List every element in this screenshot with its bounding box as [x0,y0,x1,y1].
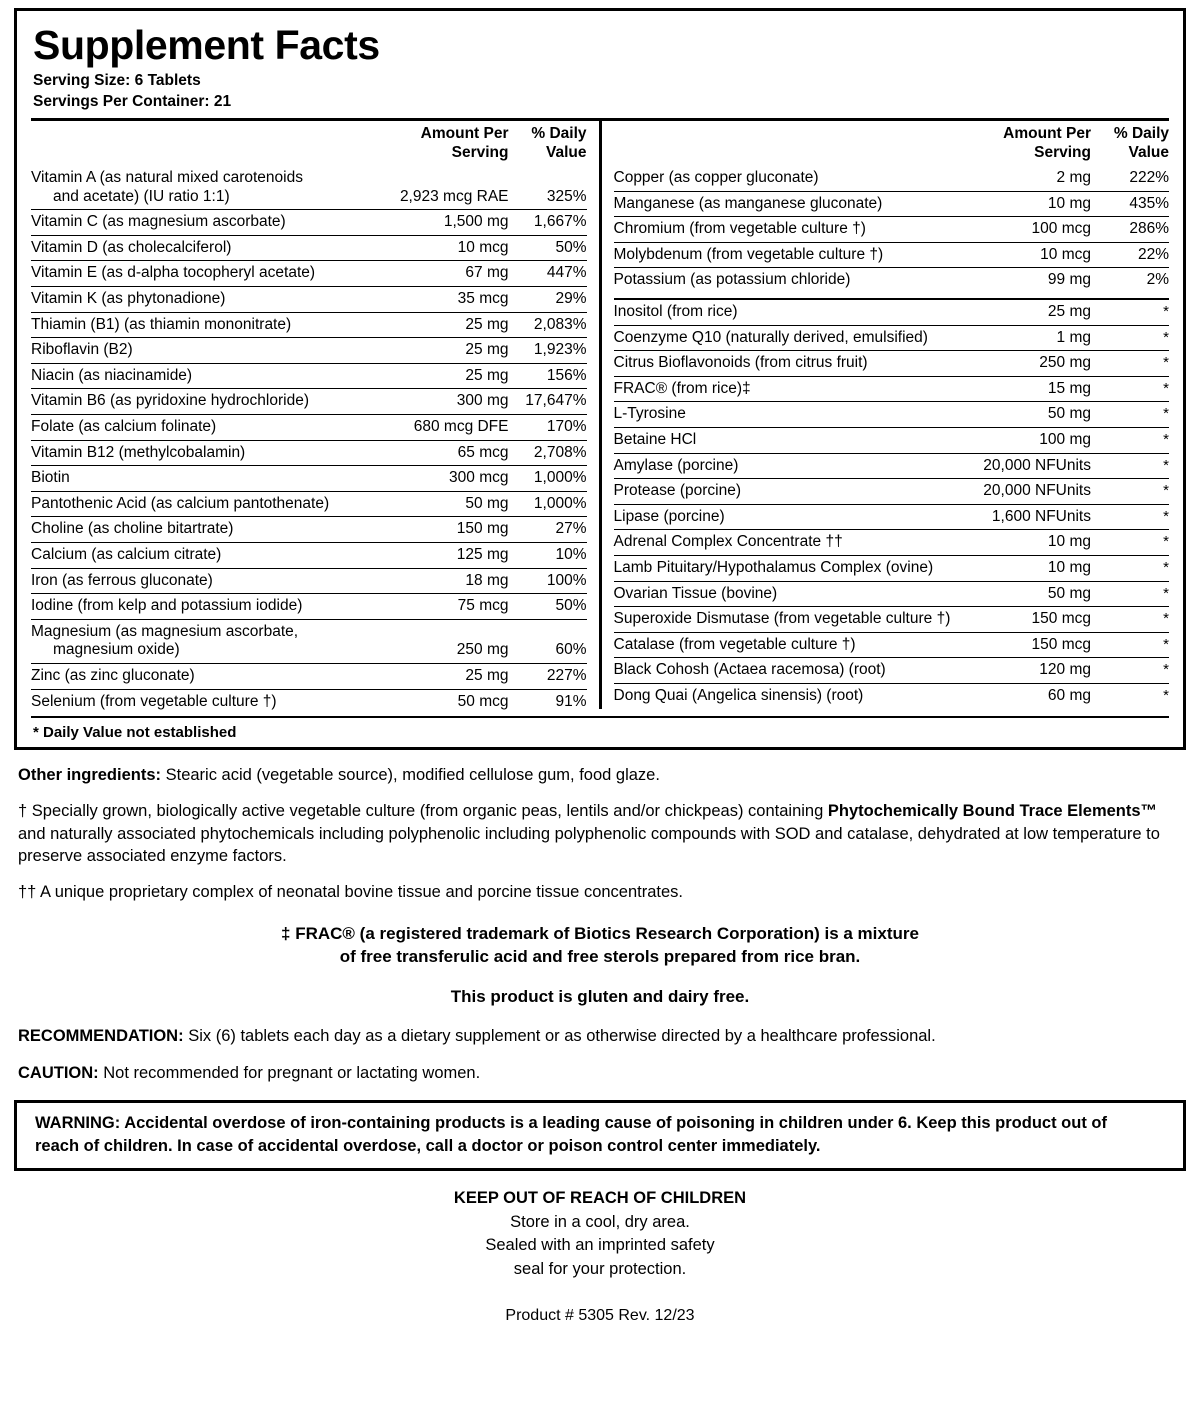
other-ingredients-label: Other ingredients: [18,766,162,785]
table-row [31,389,587,415]
nutrient-amount: 100 mcg [959,217,1091,243]
warning-box [14,1100,1186,1172]
nutrient-amount: 10 mg [959,555,1091,581]
nutrient-amount: 1,500 mg [377,210,509,236]
recommendation [18,1025,1182,1047]
nutrient-dv: 29% [509,287,587,313]
panel-title: Supplement Facts [33,22,380,68]
nutrient-dv: * [1091,427,1169,453]
nutrient-amount: 25 mg [377,363,509,389]
nutrient-amount: 50 mg [959,402,1091,428]
nutrient-name: Black Cohosh (Actaea racemosa) (root) [614,658,960,684]
table-row [31,210,587,236]
nutrient-name [31,166,377,210]
nutrient-dv: 10% [509,542,587,568]
frac-note [14,923,1186,969]
table-row [614,166,1170,191]
nutrient-name: Copper (as copper gluconate) [613,169,819,187]
nutrient-columns [31,121,1169,714]
keep-out-line2: Sealed with an imprinted safety [485,1236,715,1255]
nutrient-amount: 65 mcg [377,440,509,466]
nutrient-amount: 300 mcg [377,466,509,492]
col-header-amount-line1: Amount Per [1003,125,1091,143]
nutrient-amount: 120 mg [959,658,1091,684]
nutrient-dv: * [1091,683,1169,708]
table-row [614,300,1170,325]
table-row [31,166,587,210]
nutrient-name: Thiamin (B1) (as thiamin mononitrate) [31,312,377,338]
nutrient-name: Choline (as choline bitartrate) [31,517,377,543]
nutrient-name: Superoxide Dismutase (from vegetable culture †) [614,607,960,633]
dagger-note-bold: Phytochemically Bound Trace Elements™ [827,802,1158,821]
table-row [614,242,1170,268]
table-row [614,658,1170,684]
nutrient-amount: 50 mcg [377,689,509,714]
nutrient-name: Riboflavin (B2) [31,338,377,364]
keep-out-of-reach [14,1187,1186,1281]
nutrient-table-left [31,121,587,714]
table-row [31,689,587,714]
table-row [614,453,1170,479]
table-header-row [31,121,587,166]
daily-value-footnote: * Daily Value not established [33,724,237,742]
nutrient-dv: * [1091,504,1169,530]
nutrient-name: Vitamin B6 (as pyridoxine hydrochloride) [31,389,377,415]
table-row [614,683,1170,708]
nutrient-amount: 67 mg [377,261,509,287]
nutrient-name: Citrus Bioflavonoids (from citrus fruit) [614,351,960,377]
col-header-amount [959,121,1091,166]
nutrient-amount: 1 mg [959,325,1091,351]
nutrient-name: Iron (as ferrous gluconate) [31,568,377,594]
keep-out-line3: seal for your protection. [513,1259,687,1278]
nutrient-amount: 10 mcg [377,235,509,261]
nutrient-amount: 2,923 mcg RAE [399,187,509,205]
nutrient-amount: 60 mg [959,683,1091,708]
nutrient-dv: 447% [509,261,587,287]
nutrient-dv: * [1091,607,1169,633]
table-row [614,581,1170,607]
nutrient-name: Catalase (from vegetable culture †) [614,632,960,658]
table-row [31,594,587,620]
table-row [614,217,1170,243]
supplement-facts-panel [14,8,1186,750]
col-header-dv-line1: % Daily [531,125,587,143]
nutrient-name: Ovarian Tissue (bovine) [614,581,960,607]
other-ingredients-text: Stearic acid (vegetable source), modified cellulose gum, food glaze. [161,766,660,785]
nutrient-dv: * [1091,530,1169,556]
nutrient-name: Lamb Pituitary/Hypothalamus Complex (ovine) [614,555,960,581]
table-row [31,619,587,663]
table-body-right-bottom [614,300,1170,709]
servings-per-container: Servings Per Container: 21 [33,92,232,110]
nutrient-amount: 20,000 NFUnits [959,479,1091,505]
nutrient-amount: 680 mcg DFE [377,414,509,440]
col-header-dv-line2: Value [1128,143,1169,161]
nutrient-dv: 91% [509,689,587,714]
caution-text: Not recommended for pregnant or lactating women. [98,1063,481,1082]
serving-size: Serving Size: 6 Tablets [33,72,201,90]
table-row [614,427,1170,453]
nutrient-amount: 15 mg [959,376,1091,402]
table-row [31,491,587,517]
product-number: Product # 5305 Rev. 12/23 [505,1307,695,1325]
col-header-dv-line2: Value [546,143,587,161]
nutrient-dv: 2,083% [509,312,587,338]
nutrient-dv: * [1091,632,1169,658]
col-header-amount-line1: Amount Per [420,125,509,143]
nutrient-dv: 286% [1091,217,1169,243]
nutrient-dv: 1,000% [509,466,587,492]
nutrient-amount: 150 mcg [959,632,1091,658]
recommendation-label: RECOMMENDATION: [18,1027,184,1046]
nutrient-dv: 1,923% [509,338,587,364]
table-row [31,440,587,466]
table-row [614,376,1170,402]
nutrient-name [31,619,377,663]
keep-out-heading: KEEP OUT OF REACH OF CHILDREN [453,1189,747,1208]
table-row [31,568,587,594]
nutrient-dv: 435% [1091,191,1169,217]
recommendation-text: Six (6) tablets each day as a dietary supplement or as otherwise directed by a healthcare professional. [183,1027,936,1046]
nutrient-name: Vitamin C (as magnesium ascorbate) [31,210,377,236]
nutrient-dv: * [1091,555,1169,581]
nutrient-name: Lipase (porcine) [614,504,960,530]
nutrient-name: L-Tyrosine [614,402,960,428]
nutrient-dv: 227% [509,663,587,689]
col-header-dv [1091,121,1169,166]
table-head-left [31,121,587,166]
nutrient-amount: 2 mg [1056,169,1091,187]
table-row [614,607,1170,633]
table-row [31,414,587,440]
table-row [614,504,1170,530]
table-row [614,402,1170,428]
gluten-free-note: This product is gluten and dairy free. [450,987,750,1007]
nutrient-dv: * [1091,581,1169,607]
warning-line2: reach of children. In case of accidental overdose, call a doctor or poison control center immediately. [35,1136,821,1155]
nutrient-amount: 250 mg [959,351,1091,377]
table-body-left [31,166,587,714]
nutrient-amount: 300 mg [377,389,509,415]
nutrient-name: Zinc (as zinc gluconate) [31,663,377,689]
nutrient-name: Folate (as calcium folinate) [31,414,377,440]
nutrient-dv: 1,667% [509,210,587,236]
nutrient-amount: 99 mg [959,268,1091,293]
nutrient-amount: 20,000 NFUnits [959,453,1091,479]
nutrient-dv: 156% [509,363,587,389]
nutrient-amount: 150 mcg [959,607,1091,633]
nutrient-name: Biotin [31,466,377,492]
nutrient-name: Niacin (as niacinamide) [31,363,377,389]
nutrient-amount: 10 mcg [959,242,1091,268]
nutrient-dv: 1,000% [509,491,587,517]
nutrient-amount: 50 mg [377,491,509,517]
table-row [31,363,587,389]
table-row [31,466,587,492]
table-row [614,191,1170,217]
nutrient-table-right-top [614,121,1170,293]
table-row [31,312,587,338]
table-row [614,530,1170,556]
nutrient-table-right-bottom [614,300,1170,709]
table-row [31,235,587,261]
nutrient-dv: * [1091,402,1169,428]
nutrient-name: Molybdenum (from vegetable culture †) [614,242,960,268]
nutrient-dv: 50% [509,235,587,261]
frac-note-line2: of free transferulic acid and free sterols prepared from rice bran. [339,947,861,967]
supplement-label-page [0,8,1200,1335]
nutrient-dv: 27% [509,517,587,543]
nutrient-name: Vitamin D (as cholecalciferol) [31,235,377,261]
nutrient-dv: 60% [509,619,587,663]
double-dagger-note: †† A unique proprietary complex of neonatal bovine tissue and porcine tissue concentrates. [18,883,684,902]
nutrient-amount: 35 mcg [377,287,509,313]
table-row [614,632,1170,658]
caution-label: CAUTION: [18,1063,99,1082]
dagger-note-part2: and naturally associated phytochemicals including polyphenolic including polyphenolic compounds with SOD and catalase, dehydrated at low temperature to preserve associated enzyme factors. [18,824,1160,865]
nutrient-dv: * [1091,376,1169,402]
nutrient-name: Protease (porcine) [614,479,960,505]
nutrient-name: Pantothenic Acid (as calcium pantothenate) [31,491,377,517]
nutrient-name-cont: magnesium oxide) [53,641,180,659]
nutrient-name: Vitamin B12 (methylcobalamin) [31,440,377,466]
keep-out-line1: Store in a cool, dry area. [510,1212,690,1231]
nutrient-column-right [599,121,1170,708]
nutrient-dv: * [1091,351,1169,377]
nutrient-dv: 100% [509,568,587,594]
nutrient-name-text: Vitamin A (as natural mixed carotenoids [31,169,303,187]
nutrient-name-cont: and acetate) (IU ratio 1:1) [53,187,230,205]
nutrient-dv: 222% [1129,169,1169,187]
col-header-amount-line2: Serving [1034,143,1091,161]
table-row [31,287,587,313]
nutrient-dv: 2% [1091,268,1169,293]
nutrient-amount: 75 mcg [377,594,509,620]
nutrient-dv: * [1091,453,1169,479]
table-row [31,517,587,543]
nutrient-name: Calcium (as calcium citrate) [31,542,377,568]
table-row [614,325,1170,351]
nutrient-amount: 150 mg [377,517,509,543]
nutrient-amount: 125 mg [377,542,509,568]
nutrient-dv: 17,647% [509,389,587,415]
table-header-row [614,121,1170,166]
nutrient-dv: * [1163,303,1169,321]
nutrient-name: Coenzyme Q10 (naturally derived, emulsified) [614,325,960,351]
col-header-amount-line2: Serving [451,143,509,161]
nutrient-name: Dong Quai (Angelica sinensis) (root) [614,683,960,708]
nutrient-dv: * [1091,325,1169,351]
caution [18,1062,1182,1084]
col-header-dv-line1: % Daily [1113,125,1169,143]
table-row [31,261,587,287]
table-row [614,555,1170,581]
nutrient-dv: 50% [509,594,587,620]
table-row [614,479,1170,505]
table-row [614,351,1170,377]
nutrient-name: Manganese (as manganese gluconate) [614,191,960,217]
warning-line1: WARNING: Accidental overdose of iron-containing products is a leading cause of poisoning in children under 6. Keep this product out of [35,1113,1107,1132]
nutrient-amount: 250 mg [377,619,509,663]
nutrient-name-text: Magnesium (as magnesium ascorbate, [31,622,299,640]
col-header-name [31,121,377,166]
nutrient-amount: 25 mg [1047,303,1091,321]
nutrient-amount: 10 mg [959,191,1091,217]
table-body-right-top [614,166,1170,293]
frac-note-line1: ‡ FRAC® (a registered trademark of Biotics Research Corporation) is a mixture [281,924,919,944]
nutrient-amount: 1,600 NFUnits [959,504,1091,530]
table-head-right [614,121,1170,166]
nutrient-amount: 50 mg [959,581,1091,607]
nutrient-name: Chromium (from vegetable culture †) [614,217,960,243]
nutrient-name: Selenium (from vegetable culture †) [31,689,377,714]
nutrient-name: Amylase (porcine) [614,453,960,479]
dagger-note-part1: † Specially grown, biologically active vegetable culture (from organic peas, lentils and/or chickpeas) containing [18,802,828,821]
dagger-note [18,800,1182,867]
table-row [614,268,1170,293]
nutrient-amount: 18 mg [377,568,509,594]
nutrient-name: Vitamin K (as phytonadione) [31,287,377,313]
nutrient-name: Inositol (from rice) [613,303,738,321]
col-header-dv [509,121,587,166]
table-row [31,542,587,568]
nutrient-name: Potassium (as potassium chloride) [614,268,960,293]
nutrient-dv: 22% [1091,242,1169,268]
nutrient-amount: 25 mg [377,312,509,338]
col-header-name [614,121,960,166]
nutrient-dv: * [1091,479,1169,505]
table-row [31,663,587,689]
nutrient-dv: 2,708% [509,440,587,466]
nutrient-amount: 10 mg [959,530,1091,556]
nutrient-amount: 25 mg [377,338,509,364]
nutrient-dv: 325% [546,187,587,205]
nutrient-dv: 170% [509,414,587,440]
nutrient-name: Betaine HCl [614,427,960,453]
nutrient-column-left [31,121,599,714]
nutrient-dv: * [1091,658,1169,684]
nutrient-name: Adrenal Complex Concentrate †† [614,530,960,556]
nutrient-amount: 100 mg [959,427,1091,453]
nutrient-name: FRAC® (from rice)‡ [614,376,960,402]
nutrient-name: Iodine (from kelp and potassium iodide) [31,594,377,620]
nutrient-name: Vitamin E (as d-alpha tocopheryl acetate) [31,261,377,287]
table-row [31,338,587,364]
other-ingredients [18,764,1182,786]
col-header-amount [377,121,509,166]
nutrient-amount: 25 mg [377,663,509,689]
